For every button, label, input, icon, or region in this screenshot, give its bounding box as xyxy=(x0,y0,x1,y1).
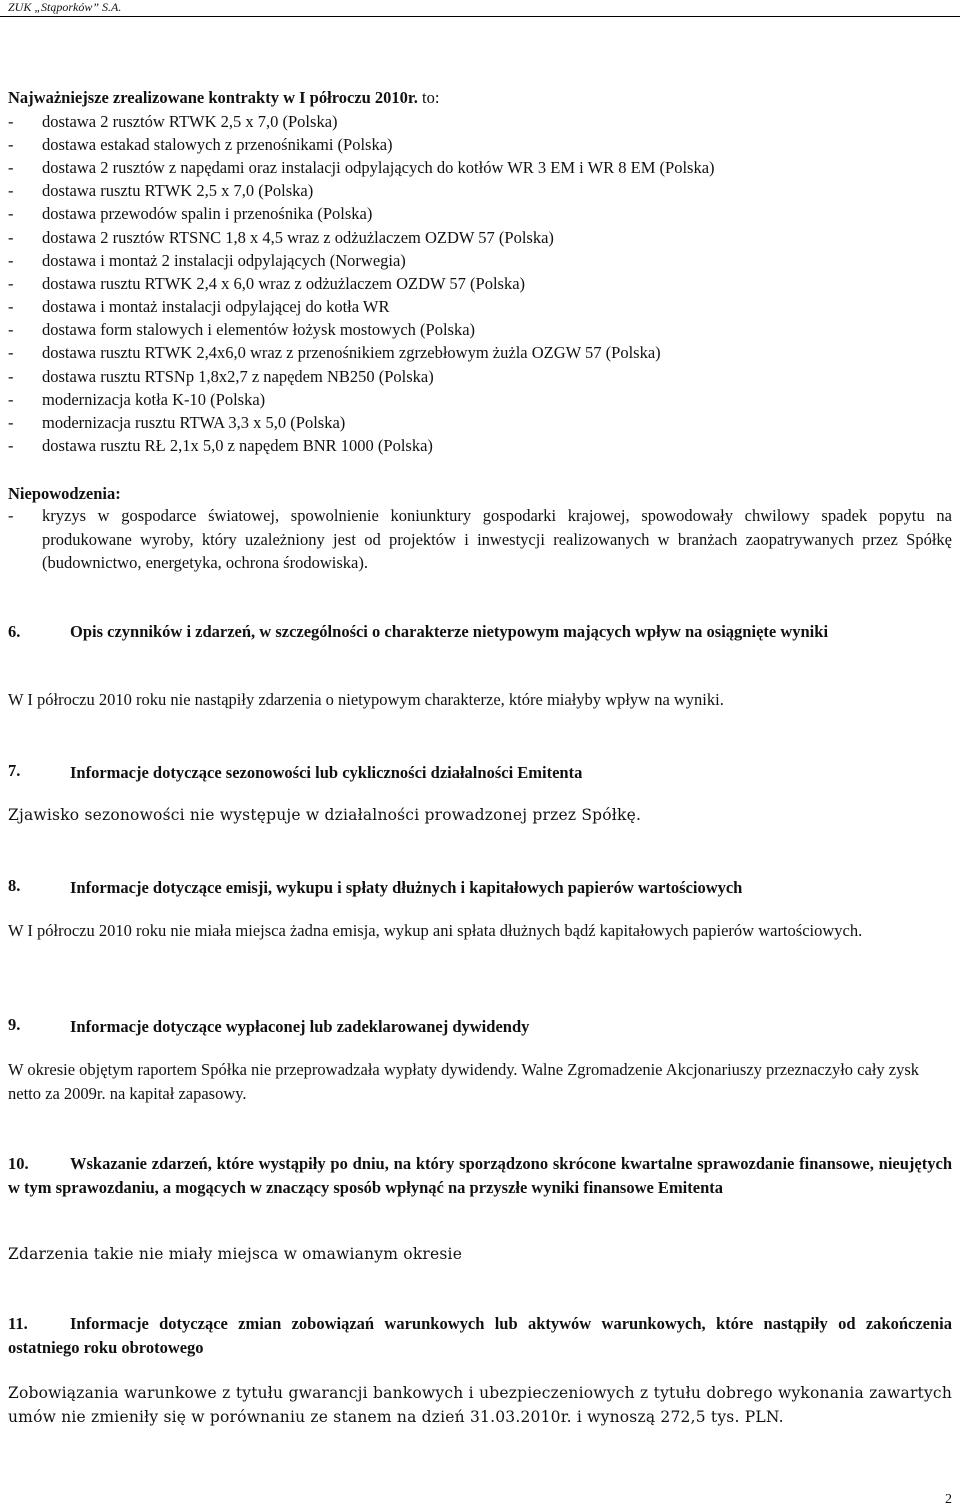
section-title: Wskazanie zdarzeń, które wystąpiły po dniu, na który sporządzono skrócone kwartalne sprawozdanie finansowe, nieujętych w tym sprawozdaniu, a mogących w znaczący sposób wpłynąć na przyszłe wyniki finansowe Emitenta xyxy=(8,1154,952,1197)
page-number: 2 xyxy=(945,1492,952,1507)
running-header: ZUK „Stąporków” S.A. xyxy=(8,0,122,14)
section-number: 6. xyxy=(8,622,21,641)
section-number: 8. xyxy=(8,876,21,895)
contracts-heading-suffix: to: xyxy=(417,88,440,107)
contracts-heading xyxy=(8,88,439,108)
section-body: W I półroczu 2010 roku nie nastąpiły zdarzenia o nietypowym charakterze, które miałyby wpływ na wyniki. xyxy=(8,690,724,709)
section-number: 11. xyxy=(8,1314,28,1333)
section-title: Informacje dotyczące sezonowości lub cykliczności działalności Emitenta xyxy=(70,763,583,782)
header-divider xyxy=(0,16,960,17)
section-title: Informacje dotyczące wypłaconej lub zadeklarowanej dywidendy xyxy=(70,1017,530,1036)
section-title: Informacje dotyczące zmian zobowiązań warunkowych lub aktywów warunkowych, które nastąpiły od zakończenia ostatniego roku obrotowego xyxy=(8,1314,952,1357)
section-body: W I półroczu 2010 roku nie miała miejsca żadna emisja, wykup ani spłata dłużnych bądź kapitałowych papierów wartościowych. xyxy=(8,921,863,940)
section-body: W okresie objętym raportem Spółka nie przeprowadzała wypłaty dywidendy. Walne Zgromadzenie Akcjonariuszy przeznaczyło cały zysk netto za 2009r. na kapitał zapasowy. xyxy=(8,1060,920,1103)
failures-text: kryzys w gospodarce światowej, spowolnienie koniunktury gospodarki krajowej, spowodowały chwilowy spadek popytu na produkowane wyroby, który uzależniony jest od projektów i inwestycji realizowanych w branżach zaopatrywanych przez Spółkę (budownictwo, energetyka, ochrona środowiska). xyxy=(42,506,952,572)
section-body: Zdarzenia takie nie miały miejsca w omawianym okresie xyxy=(8,1245,463,1263)
section-title: Informacje dotyczące emisji, wykupu i spłaty dłużnych i kapitałowych papierów wartościowych xyxy=(70,878,743,897)
section-body: Zobowiązania warunkowe z tytułu gwarancji bankowych i ubezpieczeniowych z tytułu dobrego wykonania zawartych umów nie zmieniły się w porównaniu ze stanem na dzień 31.03.2010r. i wynoszą 272,5 tys. PLN. xyxy=(8,1384,952,1426)
failures-heading: Niepowodzenia: xyxy=(8,484,121,503)
section-number: 7. xyxy=(8,761,21,780)
section-number: 9. xyxy=(8,1015,21,1034)
section-title: Opis czynników i zdarzeń, w szczególności o charakterze nietypowym mających wpływ na osiągnięte wyniki xyxy=(70,622,829,641)
contracts-heading-text: Najważniejsze zrealizowane kontrakty w I półroczu 2010r. xyxy=(8,88,418,107)
section-body: Zjawisko sezonowości nie występuje w działalności prowadzonej przez Spółkę. xyxy=(8,806,642,824)
section-number: 10. xyxy=(8,1154,29,1173)
